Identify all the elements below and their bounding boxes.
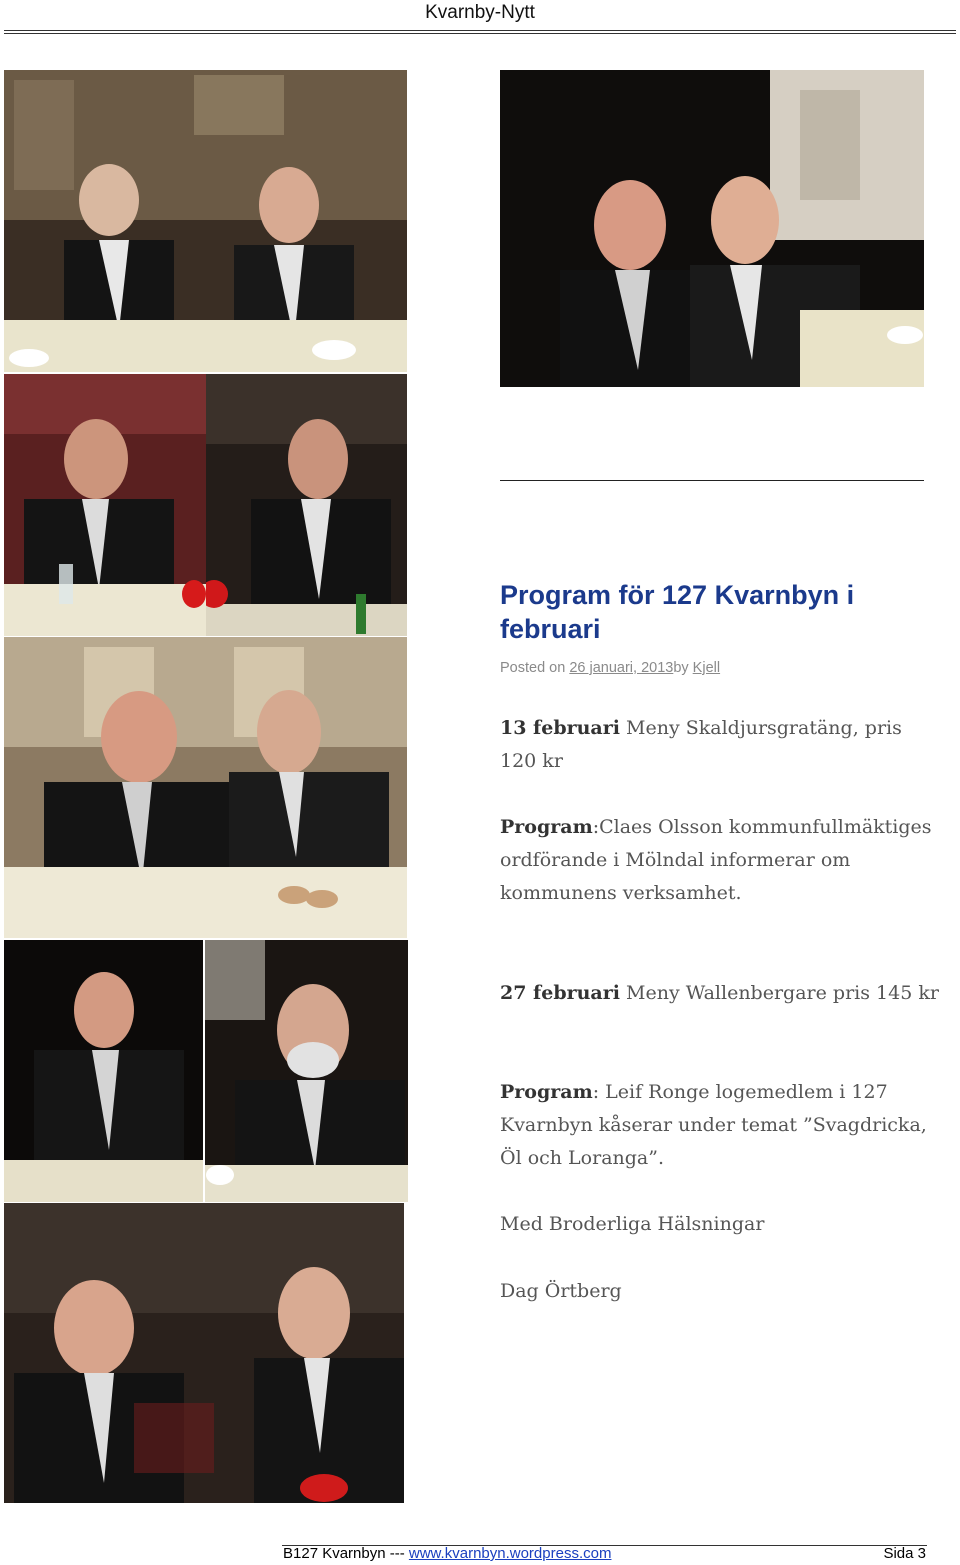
paragraph-menu-13-feb xyxy=(500,712,940,778)
page-header-title: Kvarnby-Nytt xyxy=(425,2,535,23)
photo-bearded-man xyxy=(205,940,408,1202)
posted-on-label: Posted on xyxy=(500,660,570,676)
photo-two-older-men xyxy=(4,1203,404,1503)
program-label-2: Program xyxy=(500,1081,593,1103)
paragraph-menu-27-feb xyxy=(500,977,940,1010)
paragraph-program-13-feb xyxy=(500,811,940,910)
photo-two-men-conversation xyxy=(4,70,407,372)
program-13-feb-text: :Claes Olsson kommunfullmäktiges ordförande i Mölndal informerar om kommunens verksamhet. xyxy=(500,816,932,904)
photo-man-laughing xyxy=(4,940,203,1202)
post-title: Program för 127 Kvarnbyn i februari xyxy=(500,580,855,644)
photo-man-with-glasses-left xyxy=(4,374,206,636)
post-meta xyxy=(500,660,720,676)
header-rule xyxy=(4,30,956,31)
footer-url-link[interactable]: www.kvarnbyn.wordpress.com xyxy=(408,1545,612,1562)
program-label-1: Program xyxy=(500,816,593,838)
menu-13-feb-text: Meny Skaldjursgratäng, pris 120 kr xyxy=(500,717,902,772)
program-27-feb-text: : Leif Ronge logemedlem i 127 Kvarnbyn kåserar under temat ”Svagdricka, Öl och Loranga”. xyxy=(500,1081,927,1169)
by-label: by xyxy=(673,660,693,676)
date-13-feb: 13 februari xyxy=(500,717,620,739)
photo-two-men-smiling xyxy=(500,70,924,387)
date-27-feb: 27 februari xyxy=(500,982,620,1004)
header-rule-double xyxy=(4,33,956,34)
paragraph-program-27-feb xyxy=(500,1076,940,1175)
photo-two-men-at-table xyxy=(4,637,407,938)
section-separator xyxy=(500,480,924,481)
signature: Dag Örtberg xyxy=(500,1280,622,1302)
author-link[interactable]: Kjell xyxy=(692,660,721,676)
footer-page-number: Sida 3 xyxy=(883,1545,926,1562)
footer-prefix: B127 Kvarnbyn --- xyxy=(283,1545,409,1562)
post-date-link[interactable]: 26 januari, 2013 xyxy=(569,660,674,676)
menu-27-feb-text: Meny Wallenbergare pris 145 kr xyxy=(619,982,939,1004)
footer-left xyxy=(283,1545,611,1562)
photo-man-with-glasses-right xyxy=(206,374,407,636)
greeting: Med Broderliga Hälsningar xyxy=(500,1213,765,1235)
